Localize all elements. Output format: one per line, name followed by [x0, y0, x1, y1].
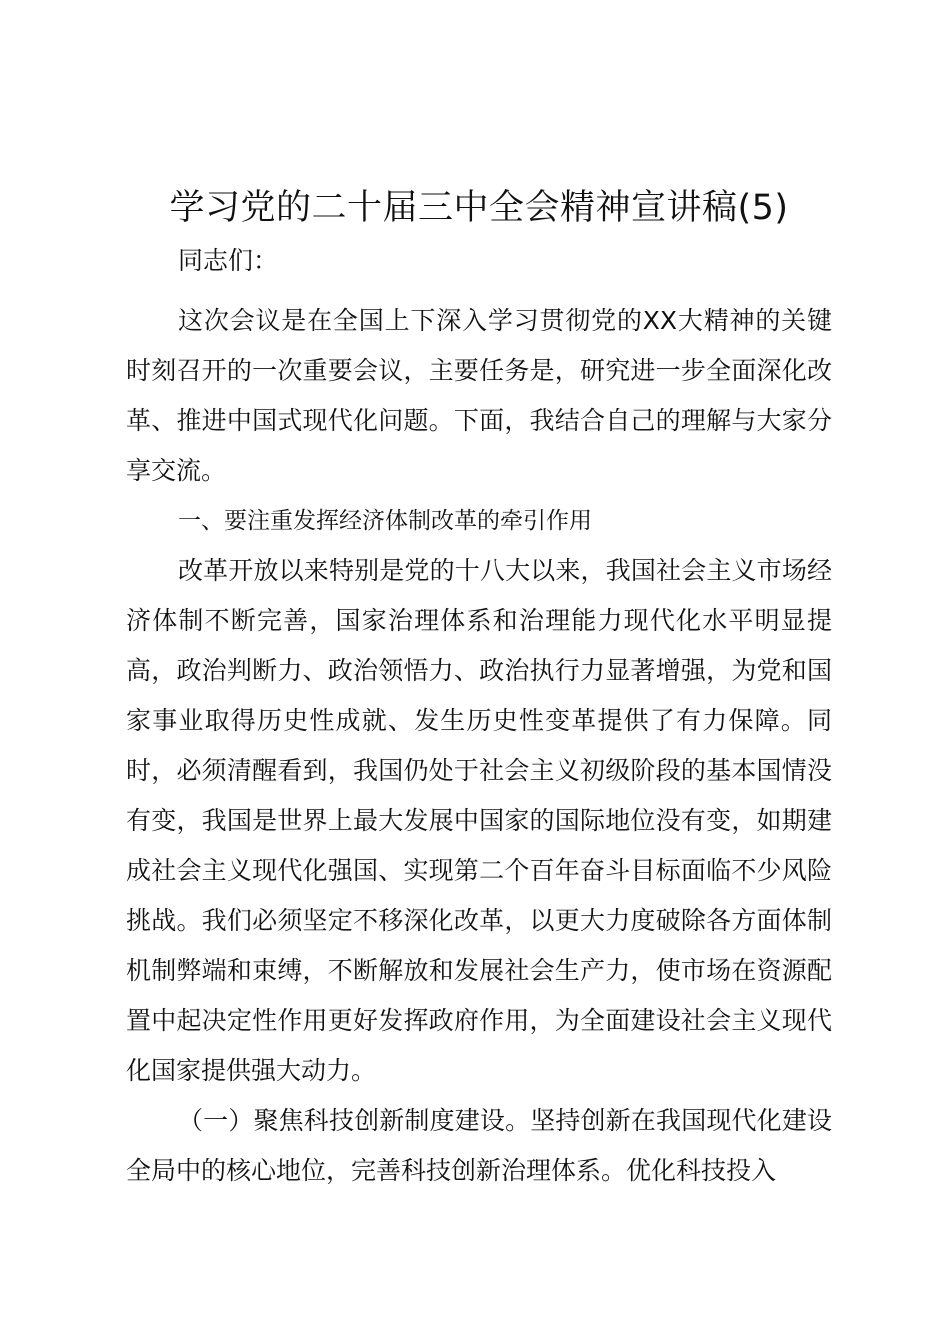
section-heading-one: 一、要注重发挥经济体制改革的牵引作用	[178, 508, 592, 534]
greeting-line: 同志们：	[178, 246, 279, 275]
document-title: 学习党的二十届三中全会精神宣讲稿(5)	[169, 188, 789, 228]
paragraph-reform: 改革开放以来特别是党的十八大以来，我国社会主义市场经济体制不断完善，国家治理体系和治理能力现代化水平明显提高，政治判断力、政治领悟力、政治执行力显著增强，为党和国家事业取得历史性成就、发生历史性变革提供了有力保障。同时，必须清醒看到，我国仍处于社会主义初级阶段的基本国情没有变，我国是世界上最大发展中国家的国际地位没有变，如期建成社会主义现代化强国、实现第二个百年奋斗目标面临不少风险挑战。我们必须坚定不移深化改革，以更大力度破除各方面体制机制弊端和束缚，不断解放和发展社会生产力，使市场在资源配置中起决定性作用更好发挥政府作用，为全面建设社会主义现代化国家提供强大动力。	[126, 556, 832, 1085]
document-page	[126, 180, 832, 1196]
paragraph-intro: 这次会议是在全国上下深入学习贯彻党的XX大精神的关键时刻召开的一次重要会议，主要任务是，研究进一步全面深化改革、推进中国式现代化问题。下面，我结合自己的理解与大家分享交流。	[126, 306, 832, 485]
paragraph-tech-innovation: （一）聚焦科技创新制度建设。坚持创新在我国现代化建设全局中的核心地位，完善科技创新治理体系。优化科技投入	[126, 1106, 832, 1185]
